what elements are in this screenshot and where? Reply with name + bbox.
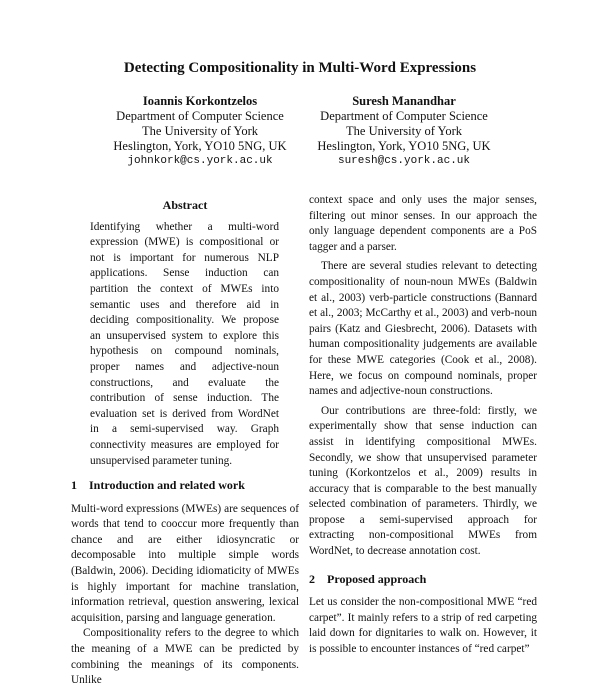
section-2-heading: [309, 572, 537, 588]
abstract-text: Identifying whether a multi-word expression (MWE) is compositional or not is important for numerous NLP applications. Sense induction can partition the context of MWEs into semantic uses and therefore aid in deciding compositionality. We propose an unsupervised system to explore this hypothesis on compound nominals, proper names and adjective-noun constructions, and evaluate the contribution of sense induction. The evaluation set is derived from WordNet in a semi-supervised way. Graph connectivity measures are employed for unsupervised parameter tuning.: [90, 220, 279, 467]
section-title: Proposed approach: [327, 571, 427, 586]
section-1-paragraph-2: Compositionality refers to the degree to which the meaning of a MWE can be predicted by combining the meanings of its components. Unlike: [71, 627, 299, 687]
author-address: Heslington, York, YO10 5NG, UK: [317, 139, 491, 153]
author-name: Ioannis Korkontzelos: [142, 94, 258, 108]
section-number: 2: [309, 571, 315, 586]
section-title: Introduction and related work: [89, 478, 245, 493]
abstract-heading: Abstract: [162, 198, 208, 212]
author-university: The University of York: [346, 124, 462, 138]
section-number: 1: [71, 478, 77, 493]
section-1-paragraph-1: Multi-word expressions (MWEs) are sequences of words that tend to cooccur more frequently than chance and are either idiosyncratic or decomposable into multiple simple words (Baldwin, 2006). Deciding idiomaticity of MWEs is highly important for machine translation, information retrieval, question answering, lexical acquisition, parsing and language generation.: [71, 502, 299, 624]
author-email: suresh@cs.york.ac.uk: [337, 155, 471, 167]
right-paragraph-1: context space and only uses the major senses, filtering out minor senses. In our approach the only language dependent components are a PoS tagger and a parser.: [309, 194, 537, 253]
left-column: [71, 196, 299, 689]
right-paragraph-2: There are several studies relevant to detecting compositionality of noun-noun MWEs (Baldwin et al., 2003) verb-particle constructions (Bannard et al., 2003; McCarthy et al., 2003) and verb-noun pairs (Katz and Giesbrecht, 2006). Datasets with human compositionality judgements are available for these MWE categories (Cook et al., 2008). Here, we focus on compound nominals, proper names and adjective-noun constructions.: [309, 260, 537, 398]
right-paragraph-3: Our contributions are three-fold: firstly, we experimentally show that sense induction can assist in identifying compositional MWEs. Secondly, we show that unsupervised parameter tuning (Korkontzelos et al., 2009) results in accuracy that is comparable to the best manually selected combination of parameters. Thirdly, we propose a semi-supervised approach for extracting non-compositional MWEs from WordNet, to decrease annotation cost.: [309, 404, 537, 558]
author-block-1: [85, 94, 315, 169]
author-department: Department of Computer Science: [320, 109, 488, 123]
section-2-paragraph-1: Let us consider the non-compositional MWE “red carpet”. It mainly refers to a strip of red carpeting laid down for dignitaries to walk on. However, it is possible to encounter instances of “red carpet”: [309, 596, 537, 656]
author-name: Suresh Manandhar: [352, 94, 456, 108]
author-block-2: [289, 94, 519, 169]
right-column: [309, 193, 537, 658]
author-address: Heslington, York, YO10 5NG, UK: [113, 139, 287, 153]
paper-title: Detecting Compositionality in Multi-Word Expressions: [123, 60, 477, 76]
author-university: The University of York: [142, 124, 258, 138]
section-1-heading: [71, 478, 299, 494]
author-email: johnkork@cs.york.ac.uk: [127, 155, 273, 167]
author-department: Department of Computer Science: [116, 109, 284, 123]
